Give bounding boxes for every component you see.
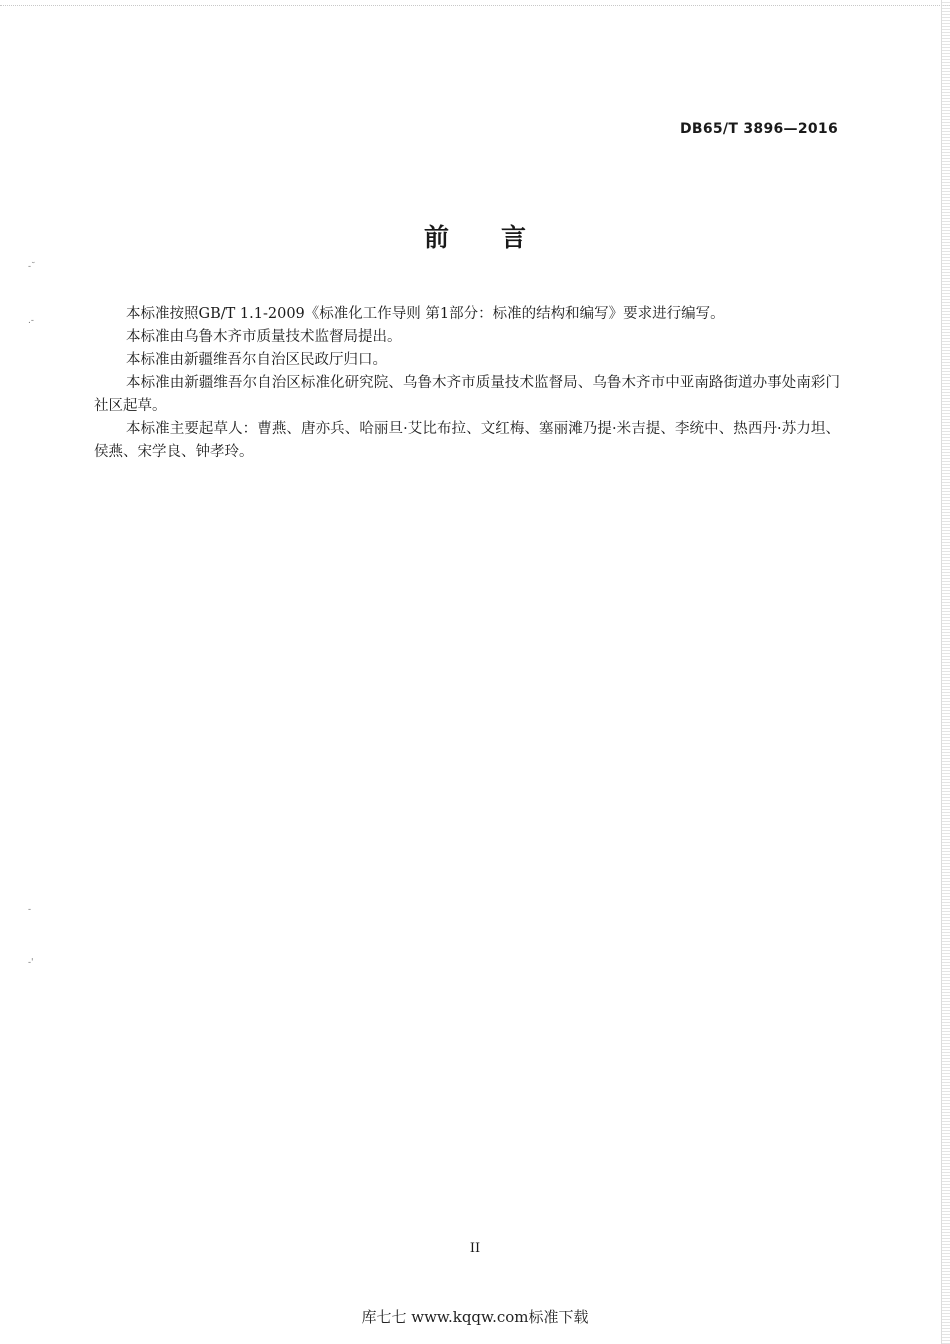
paragraph-main-drafters: 本标准主要起草人：曹燕、唐亦兵、哈丽旦·艾比布拉、文红梅、塞丽滩乃提·米吉提、李统中、热西丹·苏力坦、侯燕、宋学良、钟孝玲。 (94, 421, 840, 460)
page-title (0, 218, 950, 254)
margin-speck: -' (28, 958, 34, 968)
scan-edge-right (942, 0, 950, 1344)
standard-code: DB65/T 3896—2016 (679, 121, 838, 137)
margin-speck: -˘ (28, 262, 36, 272)
paragraph-drafting-rules: 本标准按照GB/T 1.1-2009《标准化工作导则 第1部分：标准的结构和编写》要求进行编写。 (126, 306, 725, 322)
paragraph-proposer: 本标准由乌鲁木齐市质量技术监督局提出。 (126, 329, 402, 345)
foreword-body (94, 303, 840, 464)
download-source-note: 库七七 www.kqqw.com标准下载 (361, 1308, 589, 1326)
scan-edge-top (0, 0, 950, 6)
title-char-2: 言 (501, 223, 527, 252)
title-char-1: 前 (423, 223, 449, 252)
paragraph-drafting-organizations: 本标准由新疆维吾尔自治区标准化研究院、乌鲁木齐市质量技术监督局、乌鲁木齐市中亚南路街道办事处南彩门社区起草。 (94, 375, 840, 414)
paragraph-administrator: 本标准由新疆维吾尔自治区民政厅归口。 (126, 352, 387, 368)
margin-speck: - (28, 905, 32, 915)
page-number: II (469, 1241, 481, 1256)
margin-speck: .- (28, 316, 34, 326)
